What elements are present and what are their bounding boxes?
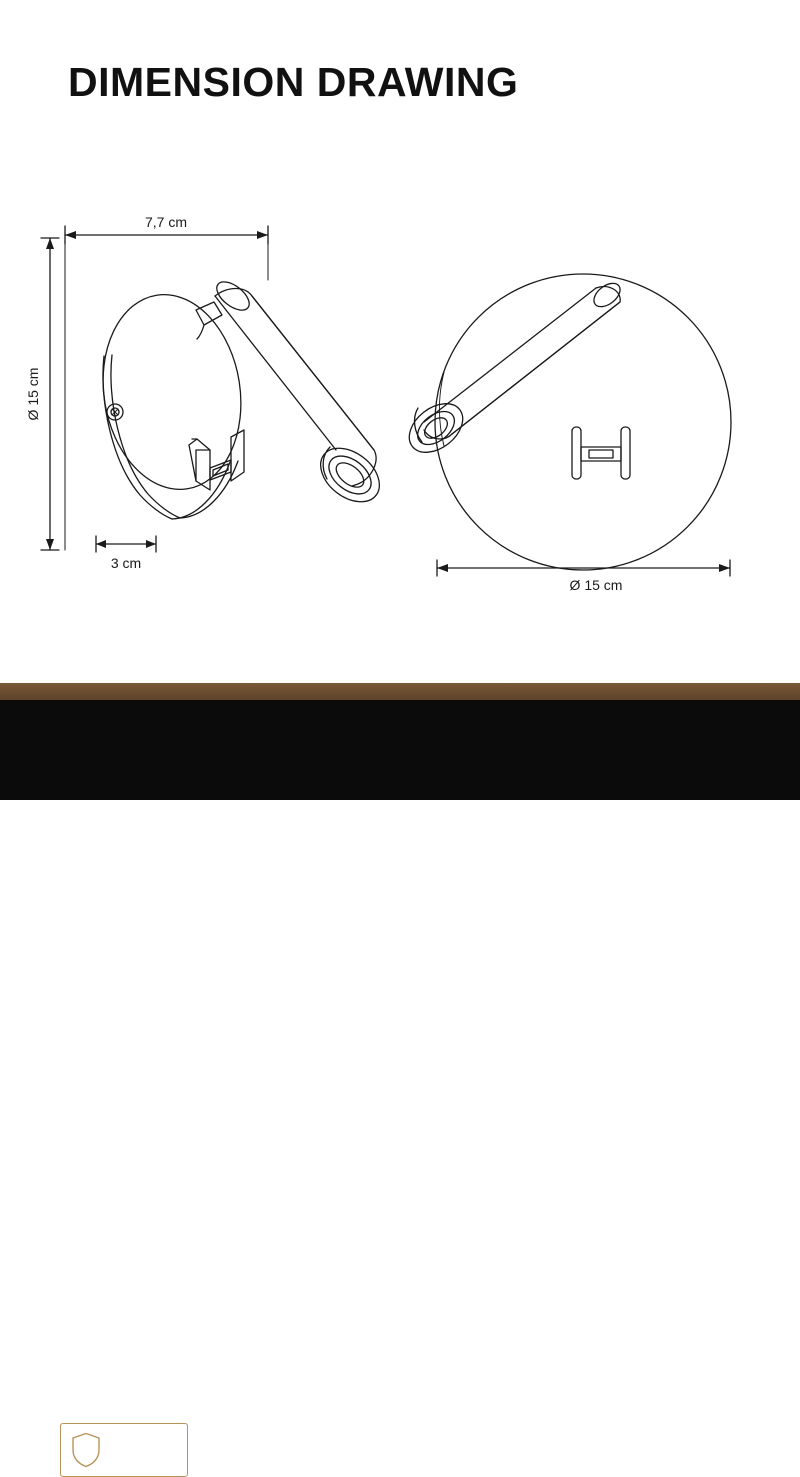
dimension-drawing-canvas xyxy=(0,150,800,680)
dimension-height-label: Ø 15 cm xyxy=(25,367,41,421)
brand-name: Olucia xyxy=(652,1431,742,1466)
side-perspective-view xyxy=(90,276,390,519)
warranty-number: 2 xyxy=(81,1442,91,1459)
front-perspective-view xyxy=(400,274,731,570)
warranty-line-2: WARRANTY xyxy=(110,1450,167,1460)
dimension-depth-label: 3 cm xyxy=(110,555,142,571)
warranty-line-1: YEAR xyxy=(110,1439,138,1450)
dimension-diameter-label: Ø 15 cm xyxy=(569,577,623,593)
page-title: DIMENSION DRAWING xyxy=(68,59,519,105)
warranty-badge xyxy=(60,1423,188,1477)
dimension-depth-line xyxy=(96,536,156,552)
dimension-width-label: 7,7 cm xyxy=(144,214,188,230)
dimension-diameter-line xyxy=(437,560,730,576)
footer-bar xyxy=(0,700,800,1466)
shield-icon xyxy=(71,1432,101,1468)
wood-accent-strip xyxy=(0,683,800,700)
dimension-height-line xyxy=(41,238,59,550)
